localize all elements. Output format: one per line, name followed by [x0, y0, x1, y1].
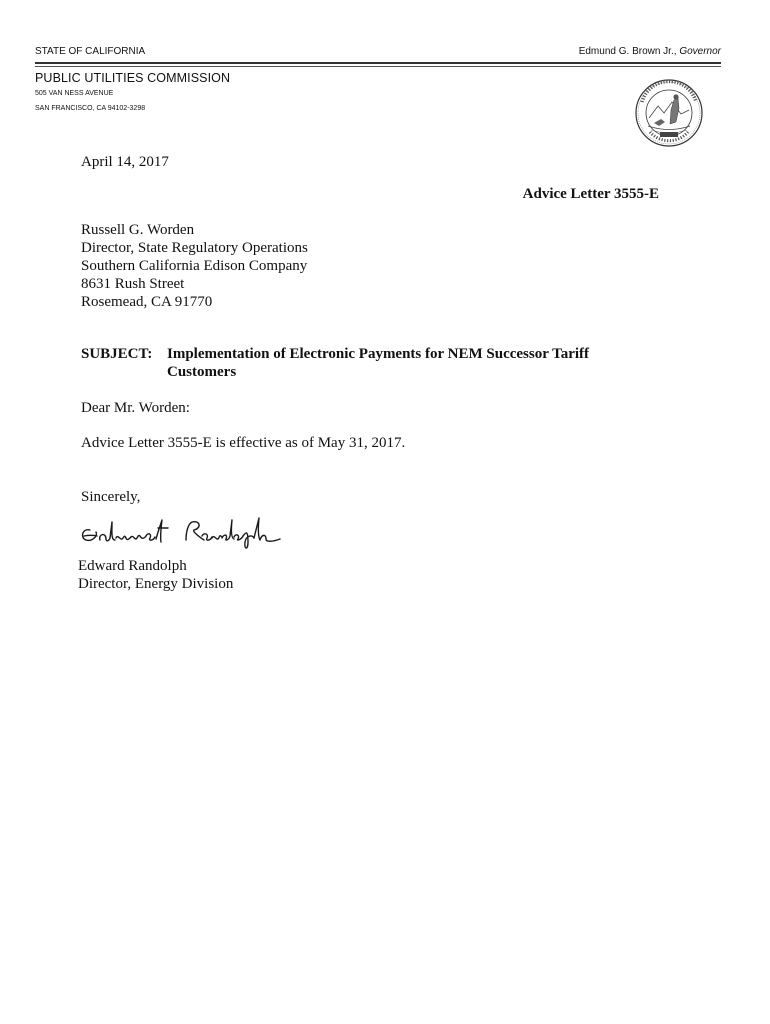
- letter-date: April 14, 2017: [81, 154, 169, 170]
- header-rule-thick: [35, 62, 721, 64]
- governor-name: Edmund G. Brown Jr.,: [578, 46, 677, 57]
- great-seal-of-california-icon: [634, 78, 704, 148]
- subject-text-line-1: Implementation of Electronic Payments for NEM Successor Tariff: [167, 346, 590, 362]
- governor-title: Governor: [679, 46, 721, 57]
- recipient-company: Southern California Edison Company: [81, 258, 308, 274]
- header-rule-thin: [35, 66, 721, 67]
- governor-credit: [579, 46, 721, 57]
- recipient-street: 8631 Rush Street: [81, 276, 185, 292]
- state-name: STATE OF CALIFORNIA: [35, 46, 146, 57]
- recipient-city: Rosemead, CA 91770: [81, 294, 213, 310]
- signer-title: Director, Energy Division: [78, 576, 234, 592]
- advice-letter-reference: Advice Letter 3555-E: [522, 186, 659, 202]
- signer-block: [78, 557, 233, 593]
- body-paragraph: Advice Letter 3555-E is effective as of May 31, 2017.: [81, 435, 406, 451]
- agency-name: PUBLIC UTILITIES COMMISSION: [35, 71, 231, 85]
- subject-text-line-2: Customers: [167, 364, 237, 380]
- recipient-name: Russell G. Worden: [81, 222, 195, 238]
- agency-street: 505 VAN NESS AVENUE: [35, 90, 114, 97]
- salutation: Dear Mr. Worden:: [81, 400, 190, 416]
- signer-name: Edward Randolph: [78, 558, 187, 574]
- letterhead-top-line: [35, 46, 721, 60]
- handwritten-signature: [76, 512, 286, 554]
- agency-city: SAN FRANCISCO, CA 94102-3298: [35, 105, 146, 112]
- recipient-address: [81, 221, 308, 311]
- closing: Sincerely,: [81, 489, 141, 505]
- subject-label: SUBJECT:: [81, 346, 153, 362]
- recipient-title: Director, State Regulatory Operations: [81, 240, 308, 256]
